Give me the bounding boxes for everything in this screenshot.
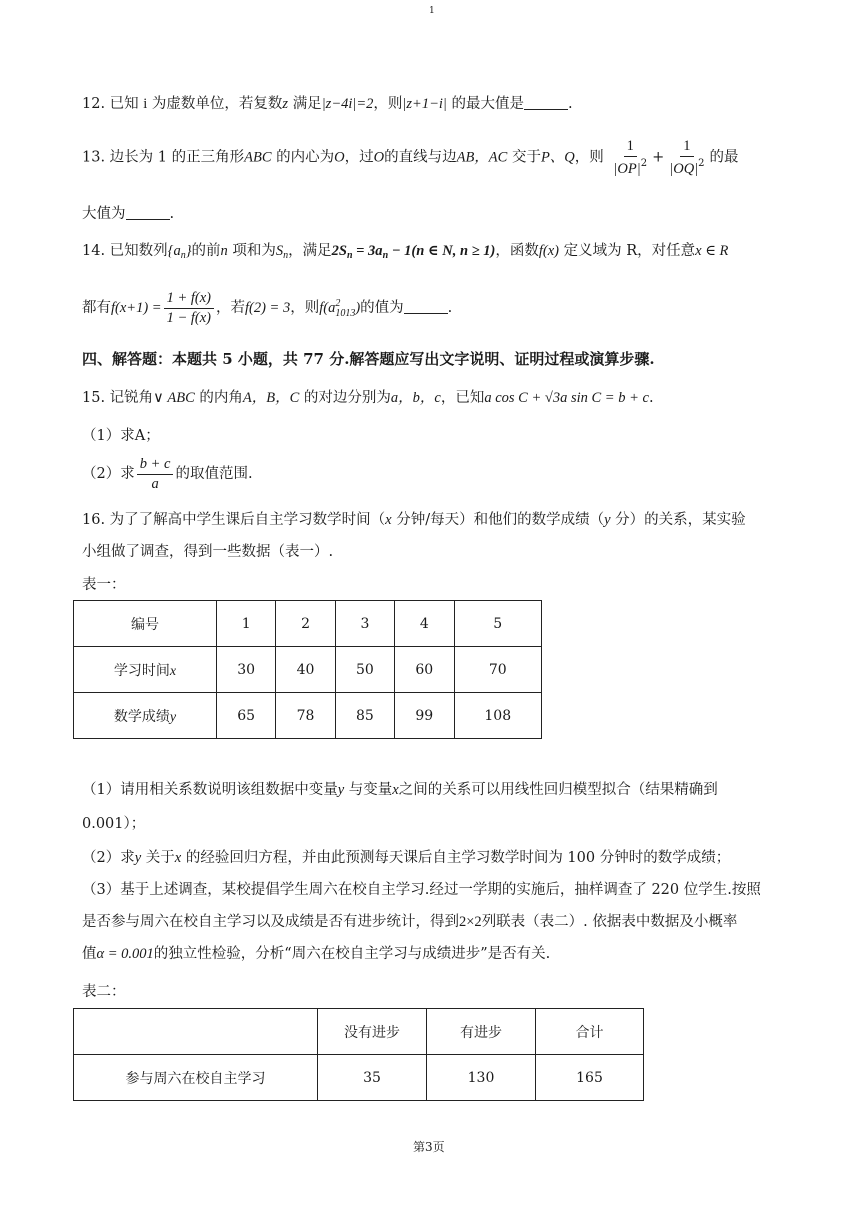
question-15-part2: （2）求 $\frac{b + c}{a}$ 的取值范围. [82, 456, 253, 492]
page-number: 第3页 [413, 1140, 445, 1154]
question-16-part3-line2: 是否参与周六在校自主学习以及成绩是否有进步统计，得到2×2列联表（表二）. 依据表中数据及小概率 [82, 914, 738, 930]
section-4-title: 四、解答题：本题共 5 小题，共 77 分.解答题应写出文字说明、证明过程或演算步骤. [82, 350, 655, 368]
question-16: 16. 为了了解高中学生课后自主学习数学时间（x 分钟/每天）和他们的数学成绩（y 分）的关系，某实验 [82, 512, 746, 528]
question-16-part1-line2: 0.001）； [82, 816, 146, 832]
question-15-part1: （1）求A； [82, 428, 160, 444]
table-row: 参与周六在校自主学习 35 130 165 [74, 1055, 644, 1101]
question-14: 14. 已知数列$\{a_n\}$的前n 项和为$S_n$，满足$2S_n = 3a_n - 1(n$ ∈ N, n ≥ 1)，函数f(x) 定义域为 R，对任意x ∈ R [82, 243, 729, 261]
table-row: 编号 1 2 3 4 5 [74, 601, 542, 647]
question-16-line2: 小组做了调查，得到一些数据（表一）. [82, 544, 334, 560]
table-row: 没有进步 有进步 合计 [74, 1009, 644, 1055]
header-mark: 1 [429, 6, 435, 16]
table-1-label: 表一： [82, 577, 126, 593]
answer-blank [126, 205, 170, 220]
fraction-op: $\frac{1}{|OP|^2}$ [613, 138, 648, 177]
question-13: 13. 边长为 1 的正三角形ABC 的内心为O，过O的直线与边AB，AC 交于P、Q，则 $\frac{1}{|OP|^2}$ + $\frac{1}{|OQ|^2}$ 的最 [82, 138, 739, 177]
question-15: 15. 记锐角∨ ABC 的内角A，B，C 的对边分别为a，b，c，已知a cos C + √3a sin C = b + c. [82, 390, 654, 406]
fraction-oq: $\frac{1}{|OQ|^2}$ [669, 138, 705, 177]
question-12: 12. 已知 i 为虚数单位，若复数z 满足|z−4i|=2，则|z+1−i| 的最大值是 . [82, 96, 573, 112]
question-13-line2: 大值为 . [82, 206, 175, 222]
table-row: 数学成绩y 65 78 85 99 108 [74, 693, 542, 739]
question-16-part1: （1）请用相关系数说明该组数据中变量y 与变量x之间的关系可以用线性回归模型拟合（结果精确到 [82, 782, 718, 798]
answer-blank [404, 299, 448, 314]
question-16-part3-line3: 值α = 0.001的独立性检验，分析“周六在校自主学习与成绩进步”是否有关. [82, 946, 551, 962]
table-row: 学习时间x 30 40 50 60 70 [74, 647, 542, 693]
question-16-part2: （2）求y 关于x 的经验回归方程，并由此预测每天课后自主学习数学时间为 100 分钟时的数学成绩； [82, 850, 731, 866]
question-16-part3: （3）基于上述调查，某校提倡学生周六在校自主学习.经过一学期的实施后，抽样调查了 220 位学生.按照 [82, 882, 761, 898]
fraction-f: $\frac{1 + f(x)}{1 - f(x)}$ [164, 290, 214, 326]
table-2-label: 表二： [82, 984, 126, 1000]
table-1 [73, 600, 542, 739]
fraction-bca: $\frac{b + c}{a}$ [137, 456, 174, 492]
answer-blank [524, 95, 568, 110]
question-14-line2: 都有f(x+1) = $\frac{1 + f(x)}{1 - f(x)}$ ，若f(2) = 3，则f(a 2 1013 )的值为 . [82, 290, 453, 326]
table-2 [73, 1008, 644, 1101]
